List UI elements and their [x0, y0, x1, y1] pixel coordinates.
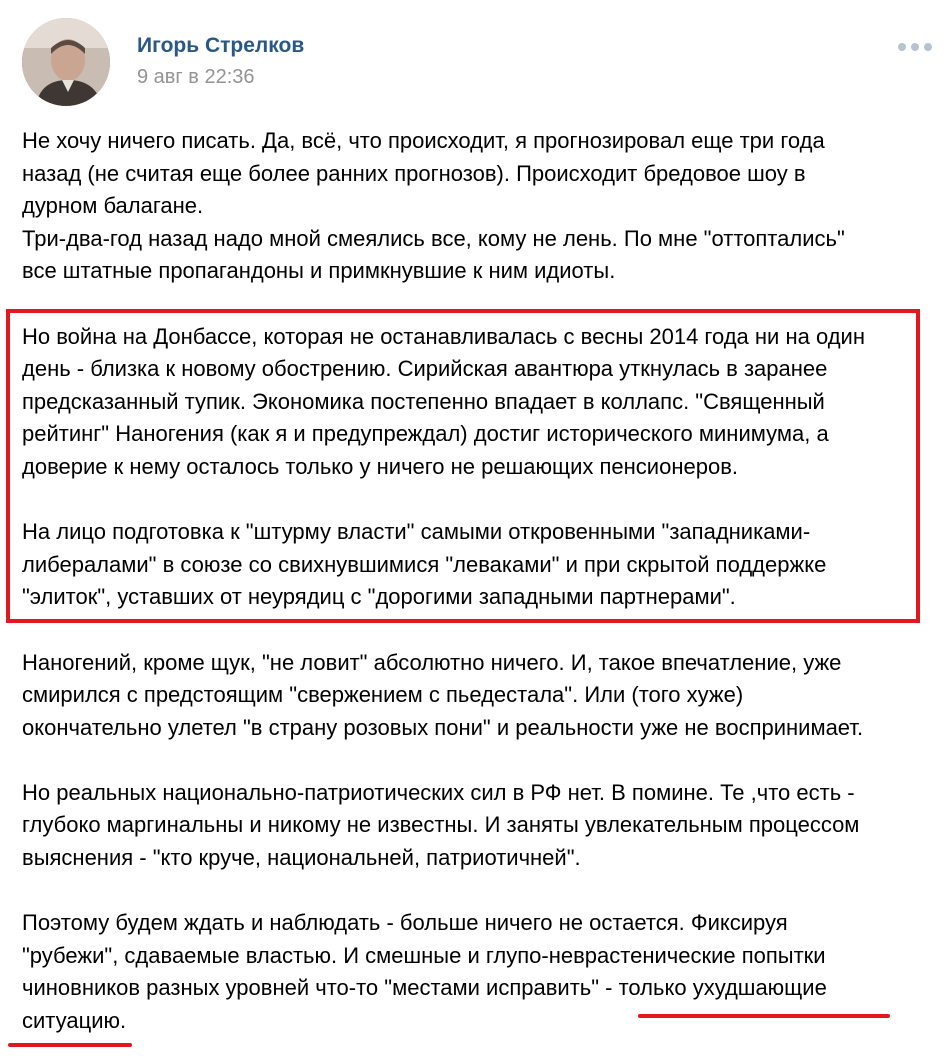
more-dot: [924, 43, 932, 51]
text-line: ситуацию.: [22, 1008, 127, 1034]
more-dot: [911, 43, 919, 51]
text-line: Не хочу ничего писать. Да, всё, что происходит, я прогнозировал еще три года: [22, 128, 825, 153]
text-line: выяснения - "кто круче, национальней, патриотичней".: [22, 845, 581, 871]
text-line: дурном балагане.: [22, 193, 204, 219]
paragraph-1: [22, 125, 927, 288]
underline-annotation: [8, 1043, 132, 1047]
text-line: На лицо подготовка к "штурму власти" самыми откровенными "западниками-: [22, 519, 811, 545]
post-date[interactable]: 9 авг в 22:36: [137, 66, 255, 88]
avatar-photo: [22, 18, 110, 106]
text-line: назад (не считая еще более ранних прогнозов). Происходит бредовое шоу в: [22, 160, 806, 186]
paragraph-4: [22, 647, 927, 745]
text-line: Наногений, кроме щук, "не ловит" абсолютно ничего. И, такое впечатление, уже: [22, 649, 842, 675]
text-line: Три-два-год назад надо мной смеялись все, кому не лень. По мне "оттоптались": [22, 225, 845, 251]
text-line: Но реальных национально-патриотических сил в РФ нет. В помине. Те ,что есть -: [22, 779, 855, 805]
more-dot: [898, 43, 906, 51]
paragraph-5: [22, 777, 927, 875]
text-line: предсказанный тупик. Экономика постепенно впадает в коллапс. "Священный: [22, 388, 825, 414]
author-name[interactable]: Игорь Стрелков: [137, 34, 305, 57]
post-text: [22, 125, 927, 1038]
paragraph-3: [22, 516, 927, 614]
underline-annotation: [638, 1014, 890, 1018]
text-line: окончательно улетел "в страну розовых пони" и реальности уже не воспринимает.: [22, 714, 864, 740]
text-line: "рубежи", сдаваемые властью. И смешные и глупо-неврастенические попытки: [22, 942, 826, 968]
avatar[interactable]: [22, 18, 110, 106]
text-line: Но война на Донбассе, которая не останавливалась с весны 2014 года ни на один: [22, 323, 865, 349]
text-line: чиновников разных уровней что-то "местами исправить" - только ухудшающие: [22, 975, 827, 1001]
text-line: либералами" в союзе со свихнувшимися "леваками" и при скрытой поддержке: [22, 551, 827, 577]
paragraph-6: [22, 907, 927, 1037]
text-line: смирился с предстоящим "свержением с пьедестала". Или (того хуже): [22, 682, 744, 708]
post-header: [22, 16, 932, 108]
text-line: глубоко маргинальны и никому не известны. И заняты увлекательным процессом: [22, 812, 860, 838]
text-line: рейтинг" Наногения (как я и предупреждал) достиг исторического минимума, а: [22, 421, 829, 447]
paragraph-2: [22, 321, 927, 484]
text-line: Поэтому будем ждать и наблюдать - больше ничего не остается. Фиксируя: [22, 910, 788, 936]
text-line: день - близка к новому обострению. Сирийская авантюра уткнулась в заранее: [22, 356, 828, 382]
text-line: все штатные пропагандоны и примкнувшие к ним идиоты.: [22, 258, 616, 284]
text-line: "элиток", уставших от неурядиц с "дорогими западными партнерами".: [22, 584, 736, 610]
more-horizontal-icon[interactable]: [898, 40, 932, 54]
text-line: доверие к нему осталось только у ничего не решающих пенсионеров.: [22, 453, 738, 479]
